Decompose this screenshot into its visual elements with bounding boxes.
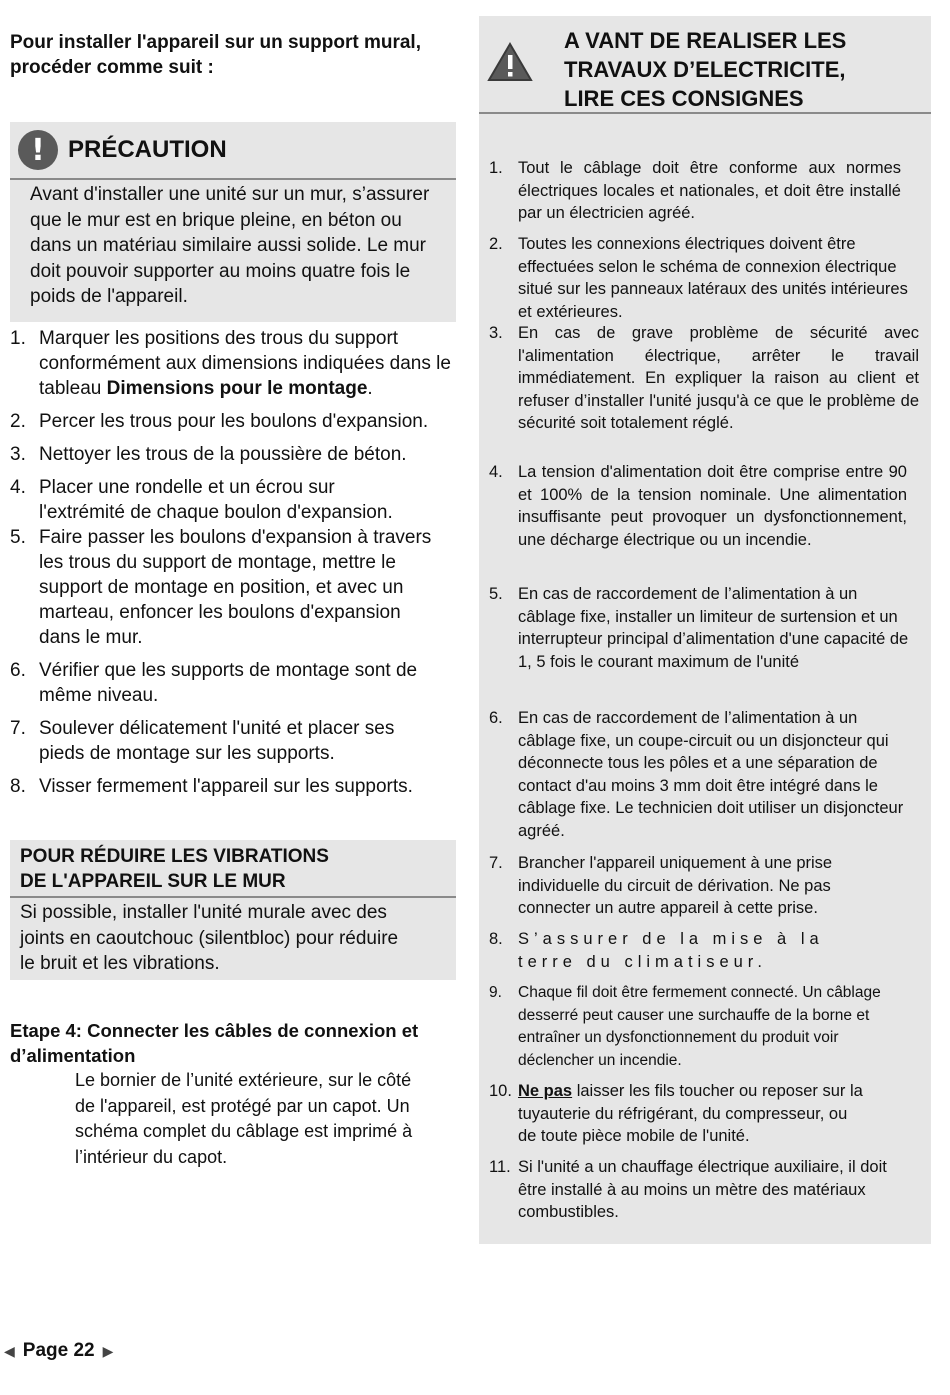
warning-title: A VANT DE REALISER LES TRAVAUX D’ELECTRICITE, LIRE CES CONSIGNES <box>564 28 847 111</box>
precaution-box <box>10 122 456 322</box>
warning-header <box>479 16 931 114</box>
instruction-item: 11. Si l'unité a un chauffage électrique auxiliaire, il doit être installé à au moins un mètre des matériaux combustibles. <box>489 1158 887 1221</box>
instruction-item: 1. Tout le câblage doit être conforme aux normes électriques locales et nationales, et doit être installé par un électricien agréé. <box>489 159 901 222</box>
left-column <box>10 30 456 80</box>
intro-heading: Pour installer l'appareil sur un support mural, procéder comme suit : <box>10 32 421 78</box>
precaution-title: PRÉCAUTION <box>68 136 227 163</box>
step-item: 3. Nettoyer les trous de la poussière de béton. <box>10 444 407 465</box>
vibration-title: POUR RÉDUIRE LES VIBRATIONS DE L'APPAREIL SUR LE MUR <box>10 840 456 898</box>
instruction-item: 6. En cas de raccordement de l’alimentation à un câblage fixe, un coupe-circuit ou un disjoncteur qui déconnecte tous les pôles et a une séparation de contact d'au moins 3 mm doit être intégré dans le câblage fixe. Le technicien doit utiliser un disjoncteur agréé. <box>489 709 904 840</box>
previous-arrow-icon: ◀ <box>4 1342 15 1359</box>
step-4-text: Le bornier de l’unité extérieure, sur le côté de l'appareil, est protégé par un capot. Un schéma complet du câblage est imprimé à l’intérieur du capot. <box>75 1070 413 1167</box>
page-footer <box>4 1340 113 1362</box>
instruction-item: 4. La tension d'alimentation doit être comprise entre 90 et 100% de la tension nominale. Une alimentation insuffisante peut provoquer un dysfonctionnement, une décharge électrique ou un incendie. <box>489 463 907 549</box>
instruction-item: 2. Toutes les connexions électriques doivent être effectuées selon le schéma de connexion électrique situé sur les panneaux latéraux des unités intérieures et extérieures. <box>489 235 908 321</box>
instruction-item: 5. En cas de raccordement de l’alimentation à un câblage fixe, installer un limiteur de surtension et un interrupteur principal d’alimentation d'une capacité de 1, 5 fois le courant maximum de l'unité <box>489 585 909 671</box>
installation-steps <box>10 326 456 799</box>
instruction-item: 9. Chaque fil doit être fermement connecté. Un câblage desserré peut causer une surchauffe de la borne et entraîner un dysfonctionnement du produit voir déclencher un incendie. <box>489 984 881 1069</box>
step-item: 6. Vérifier que les supports de montage sont de même niveau. <box>10 660 418 706</box>
ne-pas-emphasis: Ne pas <box>518 1082 573 1100</box>
instruction-item: 3. En cas de grave problème de sécurité avec l'alimentation électrique, arrêter le travail immédiatement. En expliquer la raison au client et refuser d’installer l'unité jusqu'à ce que le problème de sécurité soit totalement réglé. <box>489 324 919 432</box>
step-item: 4. Placer une rondelle et un écrou sur l'extrémité de chaque boulon d'expansion. <box>10 477 393 523</box>
step-item: 7. Soulever délicatement l'unité et placer ses pieds de montage sur les supports. <box>10 718 395 764</box>
instruction-item: 8. S’assurer de la mise à la terre du climatiseur. <box>489 930 824 971</box>
step-4-title: Etape 4: Connecter les câbles de connexion et d’alimentation <box>10 1020 419 1066</box>
step-item: 5. Faire passer les boulons d'expansion à travers les trous du support de montage, mettre le support de montage en position, et avec un marteau, enfoncer les boulons d'expansion dans le mur. <box>10 527 432 648</box>
warning-triangle-icon <box>487 42 533 82</box>
step-item: 8. Visser fermement l'appareil sur les supports. <box>10 776 413 797</box>
exclamation-icon: ! <box>18 130 58 170</box>
instruction-item: 10. Ne pas laisser les fils toucher ou reposer sur la tuyauterie du réfrigérant, du compresseur, ou de toute pièce mobile de l'unité. <box>489 1082 863 1145</box>
step-4-section <box>10 1018 456 1170</box>
electrical-warning-box <box>479 16 931 1244</box>
vibration-box <box>10 840 456 980</box>
precaution-header <box>10 122 456 180</box>
next-arrow-icon: ▶ <box>102 1342 114 1359</box>
step-item: 2. Percer les trous pour les boulons d'expansion. <box>10 411 429 432</box>
vibration-text: Si possible, installer l'unité murale avec des joints en caoutchouc (silentbloc) pour réduire le bruit et les vibrations. <box>20 902 399 974</box>
page-number: Page 22 <box>22 1340 95 1361</box>
dimensions-reference: Dimensions pour le montage <box>106 378 368 399</box>
step-item: 1. Marquer les positions des trous du support conformément aux dimensions indiquées dans le tableau Dimensions pour le montage. <box>10 328 451 399</box>
instruction-item: 7. Brancher l'appareil uniquement à une prise individuelle du circuit de dérivation. Ne pas connecter un autre appareil à cette prise. <box>489 854 833 917</box>
precaution-text: Avant d'installer une unité sur un mur, s’assurer que le mur est en brique pleine, en béton ou dans un matériau similaire aussi solide. Le mur doit pouvoir supporter au moins quatre fois le poids de l'appareil. <box>30 184 430 307</box>
